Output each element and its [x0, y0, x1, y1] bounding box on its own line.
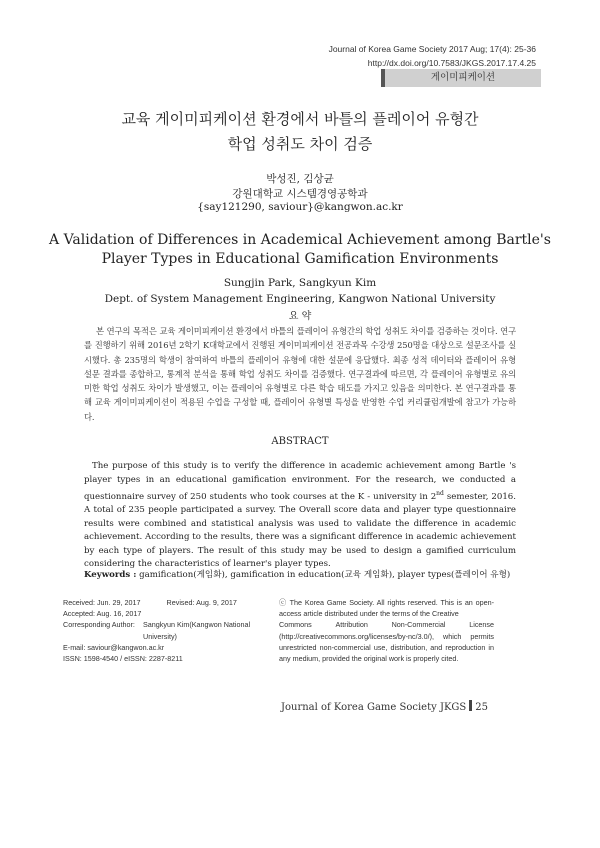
english-affiliation: Dept. of System Management Engineering, Kangwon National University	[104, 293, 496, 305]
abstract-superscript: nd	[436, 490, 444, 497]
keywords	[84, 569, 516, 583]
corresponding-author: Sangkyun Kim(Kangwon National University)	[143, 620, 251, 641]
footer-divider	[469, 700, 472, 711]
footer-journal: Journal of Korea Game Society JKGS	[280, 702, 467, 713]
license-word-2: Attribution	[335, 620, 368, 630]
accepted-date: Accepted: Aug. 16, 2017	[63, 609, 142, 619]
abstract-text-part2: semester, 2016. A total of 235 people participated a survey. The Overall score data and player type questionnaire results were combined and statistical analysis was used to validate the difference in academic achievement. According to the results, there was a significant difference in academic achievement by each type of players. The result of this study may be used to design a gamified curriculum considering the characteristics of learner's player types.	[84, 491, 516, 570]
korean-title-line1: 교육 게이미피케이션 환경에서 바틀의 플레이어 유형간	[121, 110, 479, 128]
journal-citation: Journal of Korea Game Society 2017 Aug; 17(4): 25-36	[328, 44, 536, 54]
korean-abstract-heading: 요 약	[288, 311, 312, 322]
section-tag: 게이미피케이션	[381, 69, 541, 87]
english-authors: Sungjin Park, Sangkyun Kim	[223, 277, 377, 289]
article-info	[63, 597, 255, 664]
abstract-text-part1: The purpose of this study is to verify the difference in academic achievement among Bartle 's player types in an educational gamification environment. For the research, we conducted a questionnaire survey of 250 students who took courses at the K - university in 2	[84, 461, 516, 502]
license-details: (http://creativecommons.org/licenses/by-nc/3.0/), which permits unrestricted non-commercial use, distribution, and reproduction in any medium, provided the original work is properly cited.	[279, 631, 494, 664]
license-terms	[279, 619, 494, 630]
english-title-line2: Player Types in Educational Gamification Environments	[101, 251, 499, 267]
korean-authors: 박성진, 김상균	[266, 173, 334, 185]
page-number: 25	[475, 702, 488, 713]
corresponding-label: Corresponding Author:	[63, 620, 135, 630]
license-notice	[279, 597, 494, 664]
abstract-heading: ABSTRACT	[271, 436, 329, 447]
korean-affiliation: 강원대학교 시스템경영공학과	[232, 188, 368, 200]
license-intro: ⓒ The Korea Game Society. All rights reserved. This is an open-access article distributed under the terms of the Creative	[279, 598, 494, 619]
keywords-label: Keywords :	[84, 570, 137, 580]
page-footer	[281, 700, 488, 713]
abstract-body	[84, 460, 516, 572]
license-word-1: Commons	[279, 620, 312, 630]
license-word-4: License	[469, 620, 494, 630]
received-date: Received: Jun. 29, 2017	[63, 598, 141, 607]
english-title	[0, 231, 600, 269]
korean-abstract-body: 본 연구의 목적은 교육 게이미피케이션 환경에서 바틀의 플레이어 유형간의 학업 성취도 차이를 검증하는 것이다. 연구를 진행하기 위해 2016년 2학기 K대학교에서 진행된 게이미피케이션 전공과목 수강생 250명을 대상으로 설문조사를 실시했다. 총 235명의 학생이 참여하여 바틀의 플레이어 유형에 대한 설문에 응답했다. 최종 성적 데이터와 플레이어 유형 설문 결과를 종합하고, 통계적 분석을 통해 학업 성취도 차이를 검증했다. 연구결과에 따르면, 각 플레이어 유형별로 유의미한 학업 성취도 차이가 발생했고, 이는 플레이어 유형별로 다른 학습 태도를 가지고 있음을 의미한다. 본 연구결과를 통해 교육 게이미피케이션이 적용된 수업을 구성할 때, 플레이어 유형별 특성을 반영한 수업 커리큘럼개발에 참고가 가능하다.	[84, 326, 516, 422]
issn: ISSN: 1598-4540 / eISSN: 2287-8211	[63, 654, 183, 664]
english-title-line1: A Validation of Differences in Academical Achievement among Bartle's	[49, 232, 551, 248]
korean-title-line2: 학업 성취도 차이 검증	[227, 135, 373, 153]
keywords-list: gamification(게임화), gamification in education(교육 게임화), player types(플레이어 유형)	[139, 570, 511, 580]
author-emails: {say121290, saviour}@kangwon.ac.kr	[197, 201, 403, 213]
contact-email: E-mail: saviour@kangwon.ac.kr	[63, 642, 165, 652]
license-word-3: Non-Commercial	[391, 620, 446, 630]
revised-date: Revised: Aug. 9, 2017	[166, 598, 237, 607]
doi-link[interactable]: http://dx.doi.org/10.7583/JKGS.2017.17.4.25	[367, 58, 536, 68]
korean-title	[0, 107, 600, 157]
